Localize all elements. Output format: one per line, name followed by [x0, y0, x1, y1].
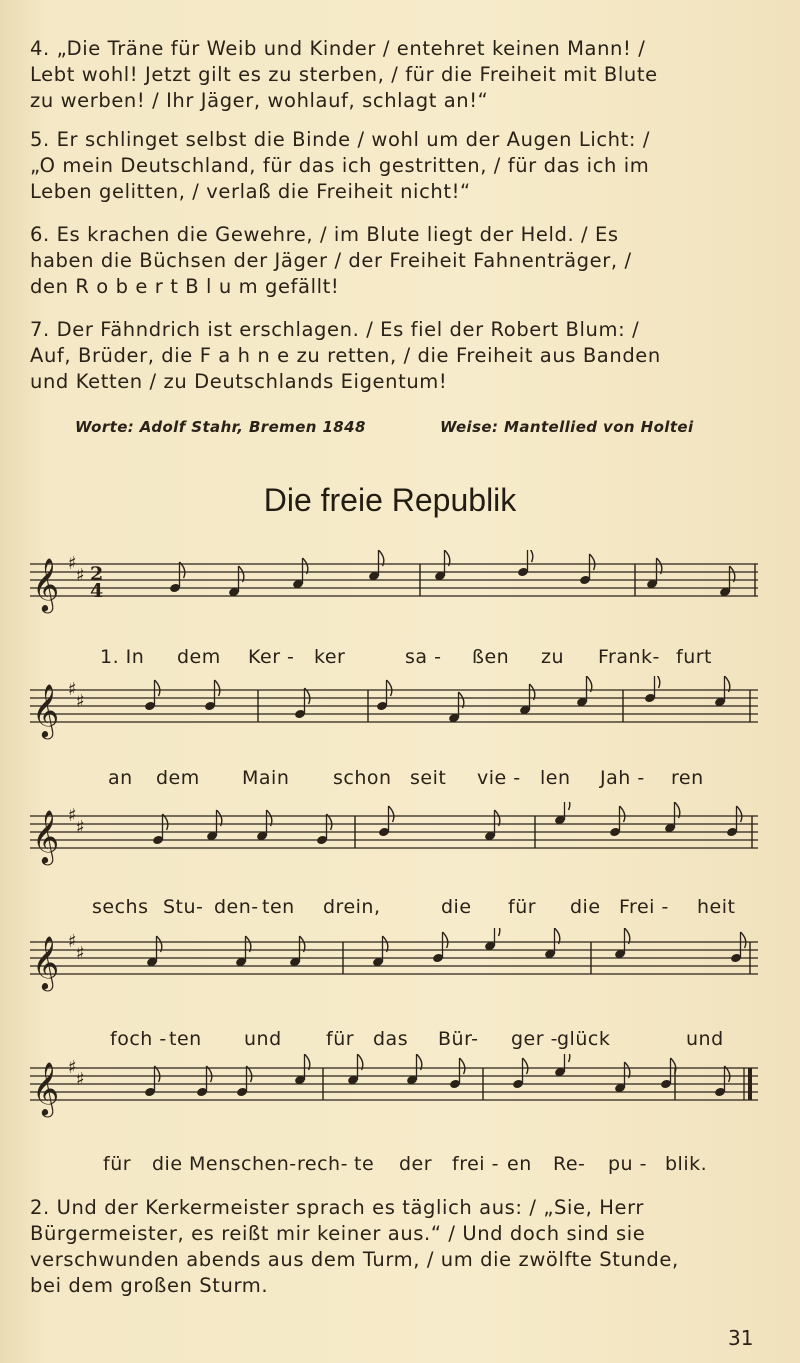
- stanza-line: „O mein Deutschland, für das ich gestritten, / für das ich im: [30, 154, 650, 177]
- stanza-line: 7. Der Fähndrich ist erschlagen. / Es fiel der Robert Blum: /: [30, 318, 640, 341]
- lyric-syllable: rech-: [297, 1153, 348, 1175]
- treble-clef-icon: 𝄞: [32, 935, 60, 989]
- stanza-line: Auf, Brüder, die F a h n e zu retten, / die Freiheit aus Banden: [30, 344, 661, 367]
- lyric-syllable: die: [570, 896, 601, 918]
- song-title: Die freie Republik: [263, 482, 517, 518]
- lyric-syllable: zu: [541, 646, 565, 668]
- lyric-syllable: das: [373, 1028, 409, 1050]
- lyricist-credit: Worte: Adolf Stahr, Bremen 1848: [75, 418, 366, 436]
- lyric-syllable: pu -: [608, 1153, 647, 1175]
- note: [292, 558, 308, 589]
- staff-3: [30, 802, 760, 882]
- lyric-syllable: für: [103, 1153, 132, 1175]
- sharp-icon: ♯: [68, 805, 77, 826]
- lyric-syllable: Bür-: [438, 1028, 479, 1050]
- lyric-syllable: en: [507, 1153, 532, 1175]
- music-system-5: [30, 1054, 760, 1174]
- lyric-syllable: die: [441, 896, 472, 918]
- stanza-2: [30, 1195, 770, 1299]
- lyric-syllable: Ker -: [248, 646, 295, 668]
- staff-2: [30, 676, 760, 756]
- sharp-icon: ♯: [76, 1069, 85, 1090]
- stanza-4: [30, 36, 770, 114]
- note: [484, 928, 500, 951]
- note: [228, 566, 244, 597]
- stanza-6: [30, 222, 770, 300]
- note: [256, 810, 272, 841]
- lyric-syllable: ger -: [511, 1028, 558, 1050]
- lyric-syllable: blik.: [665, 1153, 708, 1175]
- treble-clef-icon: 𝄞: [32, 809, 60, 863]
- stanza-line: den R o b e r t B l u m gefällt!: [30, 275, 340, 298]
- time-signature-denominator: 4: [90, 580, 104, 602]
- stanza-line: zu werben! / Ihr Jäger, wohlauf, schlagt an!“: [30, 89, 489, 112]
- stanza-line: bei dem großen Sturm.: [30, 1274, 269, 1297]
- lyric-syllable: glück: [557, 1028, 611, 1050]
- note: [235, 936, 251, 967]
- lyric-syllable: Menschen-: [189, 1153, 297, 1175]
- note: [576, 676, 592, 707]
- lyric-syllable: ßen: [472, 646, 510, 668]
- note: [347, 1054, 363, 1085]
- lyric-syllable: furt: [676, 646, 712, 668]
- note: [614, 928, 630, 959]
- lyric-syllable: drein,: [323, 896, 381, 918]
- music-system-2: [30, 676, 760, 796]
- note: [368, 550, 384, 581]
- stanza-line: verschwunden abends aus dem Turm, / um die zwölfte Stunde,: [30, 1248, 679, 1271]
- note: [294, 1054, 310, 1085]
- lyric-syllable: len: [540, 767, 571, 789]
- note: [719, 566, 735, 597]
- lyric-syllable: sechs: [92, 896, 149, 918]
- stanza-line: 6. Es krachen die Gewehre, / im Blute liegt der Held. / Es: [30, 223, 619, 246]
- lyric-syllable: Jah -: [600, 767, 645, 789]
- treble-clef-icon: 𝄞: [32, 1061, 60, 1115]
- stanza-line: 2. Und der Kerkermeister sprach es täglich aus: / „Sie, Herr: [30, 1196, 645, 1219]
- lyric-syllable: Stu-: [163, 896, 204, 918]
- note: [206, 810, 222, 841]
- stanza-line: Lebt wohl! Jetzt gilt es zu sterben, / für die Freiheit mit Blute: [30, 63, 658, 86]
- lyric-syllable: dem: [156, 767, 200, 789]
- note: [544, 928, 560, 959]
- stanza-line: 4. „Die Träne für Weib und Kinder / entehret keinen Mann! /: [30, 37, 646, 60]
- lyric-syllable: heit: [697, 896, 736, 918]
- lyric-syllable: schon: [333, 767, 392, 789]
- lyric-syllable: Main: [242, 767, 290, 789]
- note: [554, 1054, 570, 1077]
- lyric-syllable: 1. In: [100, 646, 145, 668]
- note: [406, 1054, 422, 1085]
- sharp-icon: ♯: [68, 1057, 77, 1078]
- staff-4: [30, 928, 760, 1008]
- lyric-syllable: seit: [410, 767, 447, 789]
- lyric-syllable: Re-: [553, 1153, 586, 1175]
- lyric-syllable: ten: [262, 896, 295, 918]
- lyric-syllable: sa -: [405, 646, 442, 668]
- note: [714, 676, 730, 707]
- note: [646, 558, 662, 589]
- time-signature-numerator: 2: [90, 563, 104, 585]
- stanza-line: haben die Büchsen der Jäger / der Freiheit Fahnenträger, /: [30, 249, 632, 272]
- lyric-syllable: an: [108, 767, 133, 789]
- treble-clef-icon: 𝄞: [32, 557, 60, 611]
- lyric-syllable: für: [508, 896, 537, 918]
- lyric-syllable: vie -: [477, 767, 521, 789]
- lyric-syllable: dem: [177, 646, 221, 668]
- note: [664, 802, 680, 833]
- sharp-icon: ♯: [68, 553, 77, 574]
- lyric-syllable: te: [354, 1153, 375, 1175]
- lyric-syllable: Frank-: [598, 646, 660, 668]
- sharp-icon: ♯: [68, 931, 77, 952]
- note: [146, 936, 162, 967]
- lyric-syllable: Frei -: [619, 896, 669, 918]
- lyric-syllable: der: [399, 1153, 433, 1175]
- note: [614, 1062, 630, 1093]
- note: [519, 684, 535, 715]
- stanza-line: 5. Er schlinget selbst die Binde / wohl um der Augen Licht: /: [30, 128, 651, 151]
- note: [484, 810, 500, 841]
- treble-clef-icon: 𝄞: [32, 683, 60, 737]
- stanza-7: [30, 317, 770, 395]
- lyric-syllable: ren: [671, 767, 704, 789]
- staff-5: [30, 1054, 760, 1134]
- sharp-icon: ♯: [68, 679, 77, 700]
- lyric-syllable: die: [152, 1153, 183, 1175]
- tune-credit: Weise: Mantellied von Holtei: [440, 418, 694, 436]
- lyric-syllable: foch -: [110, 1028, 167, 1050]
- page-number: 31: [728, 1326, 754, 1350]
- lyric-syllable: ker: [314, 646, 346, 668]
- lyric-syllable: den-: [214, 896, 259, 918]
- lyric-syllable: und: [244, 1028, 282, 1050]
- note: [448, 692, 464, 723]
- sharp-icon: ♯: [76, 691, 85, 712]
- lyric-syllable: und: [686, 1028, 724, 1050]
- stanza-5: [30, 127, 770, 205]
- lyric-syllable: für: [326, 1028, 355, 1050]
- staff-1: [30, 550, 760, 630]
- sharp-icon: ♯: [76, 817, 85, 838]
- lyric-syllable: frei -: [452, 1153, 499, 1175]
- note: [289, 936, 305, 967]
- lyric-syllable: ten: [169, 1028, 202, 1050]
- sharp-icon: ♯: [76, 943, 85, 964]
- stanza-line: Bürgermeister, es reißt mir keiner aus.“ / Und doch sind sie: [30, 1222, 646, 1245]
- note: [372, 936, 388, 967]
- stanza-line: Leben gelitten, / verlaß die Freiheit nicht!“: [30, 180, 471, 203]
- note: [554, 802, 570, 825]
- note: [434, 550, 450, 581]
- stanza-line: und Ketten / zu Deutschlands Eigentum!: [30, 370, 448, 393]
- sharp-icon: ♯: [76, 565, 85, 586]
